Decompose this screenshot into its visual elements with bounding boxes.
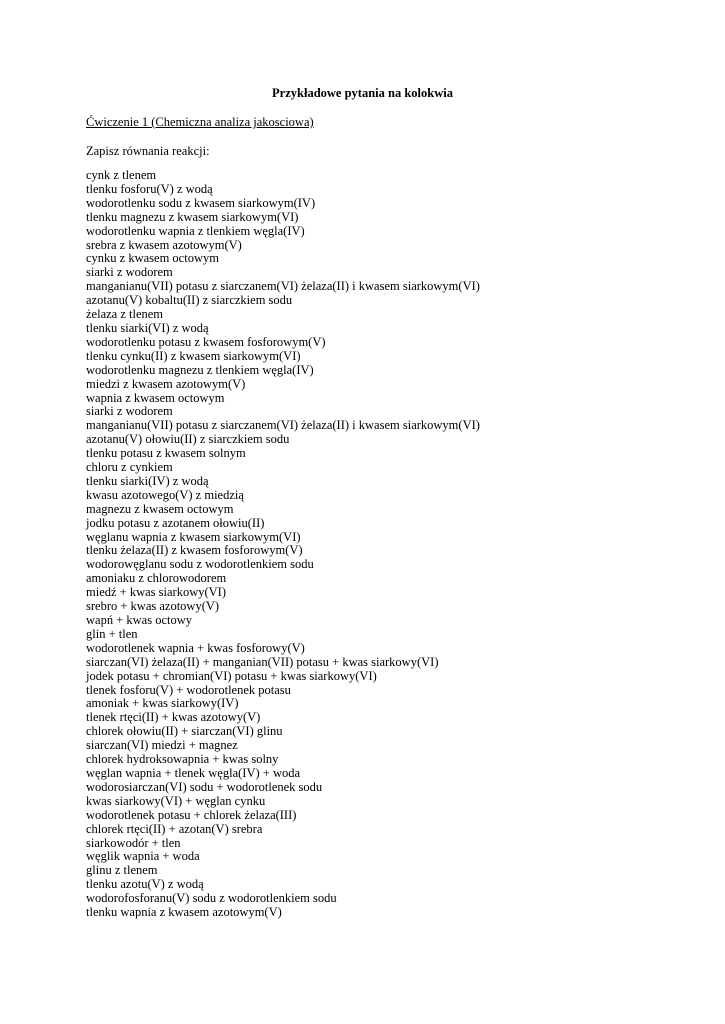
reaction-item: węglan wapnia + tlenek węgla(IV) + woda <box>86 765 301 780</box>
reaction-item: tlenku fosforu(V) z wodą <box>86 181 213 196</box>
reaction-item: srebra z kwasem azotowym(V) <box>86 237 242 252</box>
reaction-item: jodku potasu z azotanem ołowiu(II) <box>86 515 265 530</box>
reaction-item: wodorofosforanu(V) sodu z wodorotlenkiem sodu <box>86 891 337 906</box>
reaction-item: srebro + kwas azotowy(V) <box>86 599 220 614</box>
reaction-item: wodorotlenku sodu z kwasem siarkowym(IV) <box>86 195 316 210</box>
reaction-item: chlorek ołowiu(II) + siarczan(VI) glinu <box>86 724 283 739</box>
reaction-item: wodorosiarczan(VI) sodu + wodorotlenek sodu <box>86 779 323 794</box>
reaction-item: glin + tlen <box>86 626 138 641</box>
reaction-item: wodorotlenku wapnia z tlenkiem węgla(IV) <box>86 223 305 238</box>
reaction-item: miedź + kwas siarkowy(VI) <box>86 585 226 600</box>
reaction-item: węglanu wapnia z kwasem siarkowym(VI) <box>86 529 301 544</box>
reaction-item: jodek potasu + chromian(VI) potasu + kwas siarkowy(VI) <box>86 668 377 683</box>
reaction-item: kwas siarkowy(VI) + węglan cynku <box>86 793 266 808</box>
reaction-item: żelaza z tlenem <box>86 307 164 322</box>
section-heading: Ćwiczenie 1 (Chemiczna analiza jakosciowa) <box>86 115 314 129</box>
reaction-item: siarczan(VI) żelaza(II) + manganian(VII) potasu + kwas siarkowy(VI) <box>86 654 439 669</box>
reaction-item: azotanu(V) kobaltu(II) z siarczkiem sodu <box>86 293 293 308</box>
reaction-item: siarki z wodorem <box>86 265 173 280</box>
reaction-item: siarki z wodorem <box>86 404 173 419</box>
instruction-text: Zapisz równania reakcji: <box>86 144 210 158</box>
reaction-item: amoniak + kwas siarkowy(IV) <box>86 696 239 711</box>
reaction-item: azotanu(V) ołowiu(II) z siarczkiem sodu <box>86 432 290 447</box>
reaction-item: wapnia z kwasem octowym <box>86 390 225 405</box>
reaction-item: wodorotlenku potasu z kwasem fosforowym(V) <box>86 334 326 349</box>
reaction-item: miedzi z kwasem azotowym(V) <box>86 376 246 391</box>
reaction-item: tlenku azotu(V) z wodą <box>86 877 204 892</box>
reaction-item: wapń + kwas octowy <box>86 613 192 627</box>
reaction-item: siarczan(VI) miedzi + magnez <box>86 738 238 753</box>
reaction-item: tlenek fosforu(V) + wodorotlenek potasu <box>86 682 291 697</box>
reaction-item: tlenku wapnia z kwasem azotowym(V) <box>86 905 282 920</box>
reaction-item: węglik wapnia + woda <box>86 849 200 864</box>
reaction-item: tlenku siarki(VI) z wodą <box>86 320 209 335</box>
document-title: Przykładowe pytania na kolokwia <box>272 86 453 100</box>
reaction-item: manganianu(VII) potasu z siarczanem(VI) żelaza(II) i kwasem siarkowym(VI) <box>86 418 480 433</box>
reaction-item: tlenku siarki(IV) z wodą <box>86 473 209 488</box>
reaction-item: cynku z kwasem octowym <box>86 251 219 266</box>
reaction-item: tlenek rtęci(II) + kwas azotowy(V) <box>86 710 261 725</box>
reaction-item: siarkowodór + tlen <box>86 835 181 850</box>
reaction-item: cynk z tlenem <box>86 168 157 182</box>
reaction-item: chlorek rtęci(II) + azotan(V) srebra <box>86 821 263 836</box>
reaction-item: tlenku żelaza(II) z kwasem fosforowym(V) <box>86 543 303 558</box>
reaction-item: wodorowęglanu sodu z wodorotlenkiem sodu <box>86 557 314 572</box>
reaction-item: wodorotlenku magnezu z tlenkiem węgla(IV) <box>86 362 314 377</box>
reaction-item: amoniaku z chlorowodorem <box>86 571 227 586</box>
reaction-list <box>86 169 480 920</box>
reaction-item: chlorek hydroksowapnia + kwas solny <box>86 752 279 767</box>
reaction-item: glinu z tlenem <box>86 863 158 878</box>
reaction-item: wodorotlenek wapnia + kwas fosforowy(V) <box>86 640 305 655</box>
reaction-item: kwasu azotowego(V) z miedzią <box>86 487 244 502</box>
reaction-item: magnezu z kwasem octowym <box>86 501 234 516</box>
reaction-item: tlenku magnezu z kwasem siarkowym(VI) <box>86 209 299 224</box>
reaction-item: tlenku potasu z kwasem solnym <box>86 446 246 461</box>
reaction-item: chloru z cynkiem <box>86 460 173 475</box>
reaction-item: manganianu(VII) potasu z siarczanem(VI) żelaza(II) i kwasem siarkowym(VI) <box>86 279 480 294</box>
reaction-item: wodorotlenek potasu + chlorek żelaza(III) <box>86 807 297 822</box>
reaction-item: tlenku cynku(II) z kwasem siarkowym(VI) <box>86 348 301 363</box>
